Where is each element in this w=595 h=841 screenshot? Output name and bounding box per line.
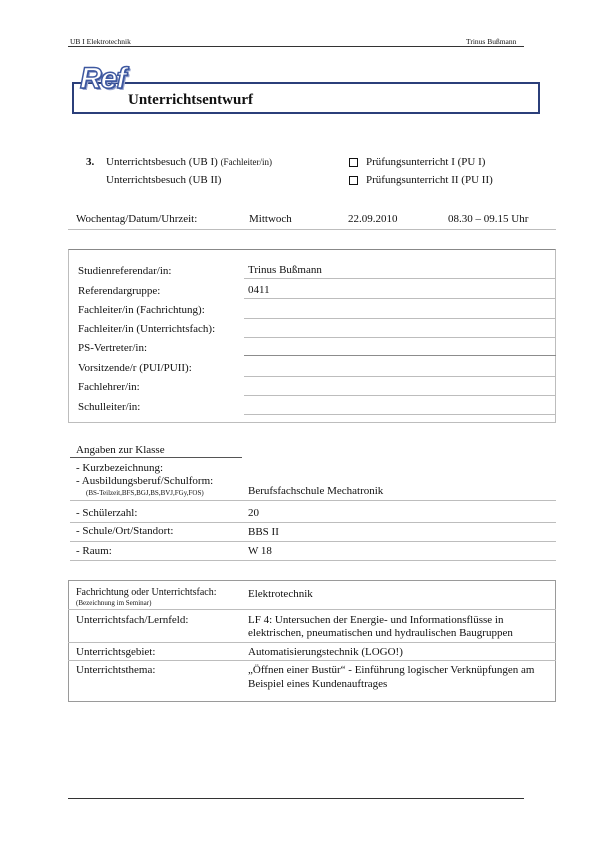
subject-gebiet-label: Unterrichtsgebiet: xyxy=(76,646,156,658)
subject-row-line xyxy=(68,660,556,661)
person-label-group: Referendargruppe: xyxy=(78,285,161,297)
class-kurz-label: - Kurzbezeichnung: xyxy=(76,462,164,474)
person-line xyxy=(244,376,556,377)
subject-gebiet-value[interactable]: Automatisierungstechnik (LOGO!) xyxy=(248,646,403,658)
schedule-rule xyxy=(68,229,556,230)
class-raum-value[interactable]: W 18 xyxy=(248,545,272,557)
person-label-schulleiter: Schulleiter/in: xyxy=(78,401,141,413)
subject-thema-value-line1[interactable]: „Öffnen einer Bustür“ - Einführung logischer Verknüpfungen am xyxy=(248,664,535,676)
person-line xyxy=(244,395,556,396)
subject-row-line xyxy=(68,609,556,610)
class-schueler-value[interactable]: 20 xyxy=(248,507,259,519)
footer-rule xyxy=(68,798,524,799)
schedule-time: 08.30 – 09.15 Uhr xyxy=(448,213,529,225)
visit-ub1-note: (Fachleiter/in) xyxy=(220,157,273,167)
person-label-student: Studienreferendar/in: xyxy=(78,265,172,277)
class-row-line xyxy=(70,541,556,542)
class-ausbildung-value[interactable]: Berufsfachschule Mechatronik xyxy=(248,485,384,497)
subject-lernfeld-value-line2[interactable]: elektrischen, pneumatischen und hydraulischen Baugruppen xyxy=(248,627,513,639)
subject-lernfeld-value-line1[interactable]: LF 4: Untersuchen der Energie- und Informationsflüsse in xyxy=(248,614,504,626)
class-row-line xyxy=(70,522,556,523)
pu1-label: Prüfungsunterricht I (PU I) xyxy=(366,156,486,168)
person-line xyxy=(244,414,556,415)
person-line xyxy=(244,337,556,338)
person-line xyxy=(244,278,556,279)
class-schule-label: - Schule/Ort/Standort: xyxy=(76,525,174,537)
class-row-line xyxy=(70,560,556,561)
subject-thema-value-line2[interactable]: Beispiel eines Kundenauftrages xyxy=(248,678,388,690)
pu1-checkbox[interactable] xyxy=(349,158,358,167)
pu2-checkbox[interactable] xyxy=(349,176,358,185)
schedule-label: Wochentag/Datum/Uhrzeit: xyxy=(76,213,198,225)
header-left: UB I Elektrotechnik xyxy=(70,37,131,46)
subject-fach-note: (Bezeichnung im Seminar) xyxy=(76,599,152,607)
subject-thema-label: Unterrichtsthema: xyxy=(76,664,156,676)
person-label-vorsitz: Vorsitzende/r (PUI/PUII): xyxy=(78,362,192,374)
person-label-fachleiter-fachrichtung: Fachleiter/in (Fachrichtung): xyxy=(78,304,205,316)
class-schueler-label: - Schülerzahl: xyxy=(76,507,138,519)
visit-ub1 xyxy=(106,156,272,169)
person-value-group[interactable]: 0411 xyxy=(248,284,270,296)
person-value-student[interactable]: Trinus Bußmann xyxy=(248,264,322,276)
subject-row-line xyxy=(68,642,556,643)
subject-fach-label: Fachrichtung oder Unterrichtsfach: xyxy=(76,587,217,598)
header-right: Trinus Bußmann xyxy=(466,37,517,46)
pu2-label: Prüfungsunterricht II (PU II) xyxy=(366,174,493,186)
visit-ub2: Unterrichtsbesuch (UB II) xyxy=(106,174,222,186)
person-label-fachleiter-fach: Fachleiter/in (Unterrichtsfach): xyxy=(78,323,216,335)
class-schule-value[interactable]: BBS II xyxy=(248,526,279,538)
class-ausbildung-note: (BS-Teilzeit,BFS,BGJ,BS,BVJ,FGy,FOS) xyxy=(86,489,204,497)
subject-lernfeld-label: Unterrichtsfach/Lernfeld: xyxy=(76,614,189,626)
person-label-ps-vertreter: PS-Vertreter/in: xyxy=(78,342,148,354)
ref-logo: Ref xyxy=(80,62,126,95)
class-raum-label: - Raum: xyxy=(76,545,112,557)
page-title: Unterrichtsentwurf xyxy=(128,92,253,108)
visit-number: 3. xyxy=(86,156,95,168)
header-rule xyxy=(68,46,524,47)
visit-ub1-label: Unterrichtsbesuch (UB I) xyxy=(106,156,218,168)
person-line xyxy=(244,298,556,299)
person-line xyxy=(244,318,556,319)
class-info-heading-rule xyxy=(70,457,242,458)
subject-fach-value[interactable]: Elektrotechnik xyxy=(248,588,313,600)
class-ausbildung-label: - Ausbildungsberuf/Schulform: xyxy=(76,475,214,487)
schedule-weekday: Mittwoch xyxy=(249,213,292,225)
class-row-line xyxy=(70,500,556,501)
schedule-date: 22.09.2010 xyxy=(348,213,398,225)
class-info-heading: Angaben zur Klasse xyxy=(76,444,165,456)
person-label-fachlehrer: Fachlehrer/in: xyxy=(78,381,140,393)
person-line xyxy=(244,355,556,356)
